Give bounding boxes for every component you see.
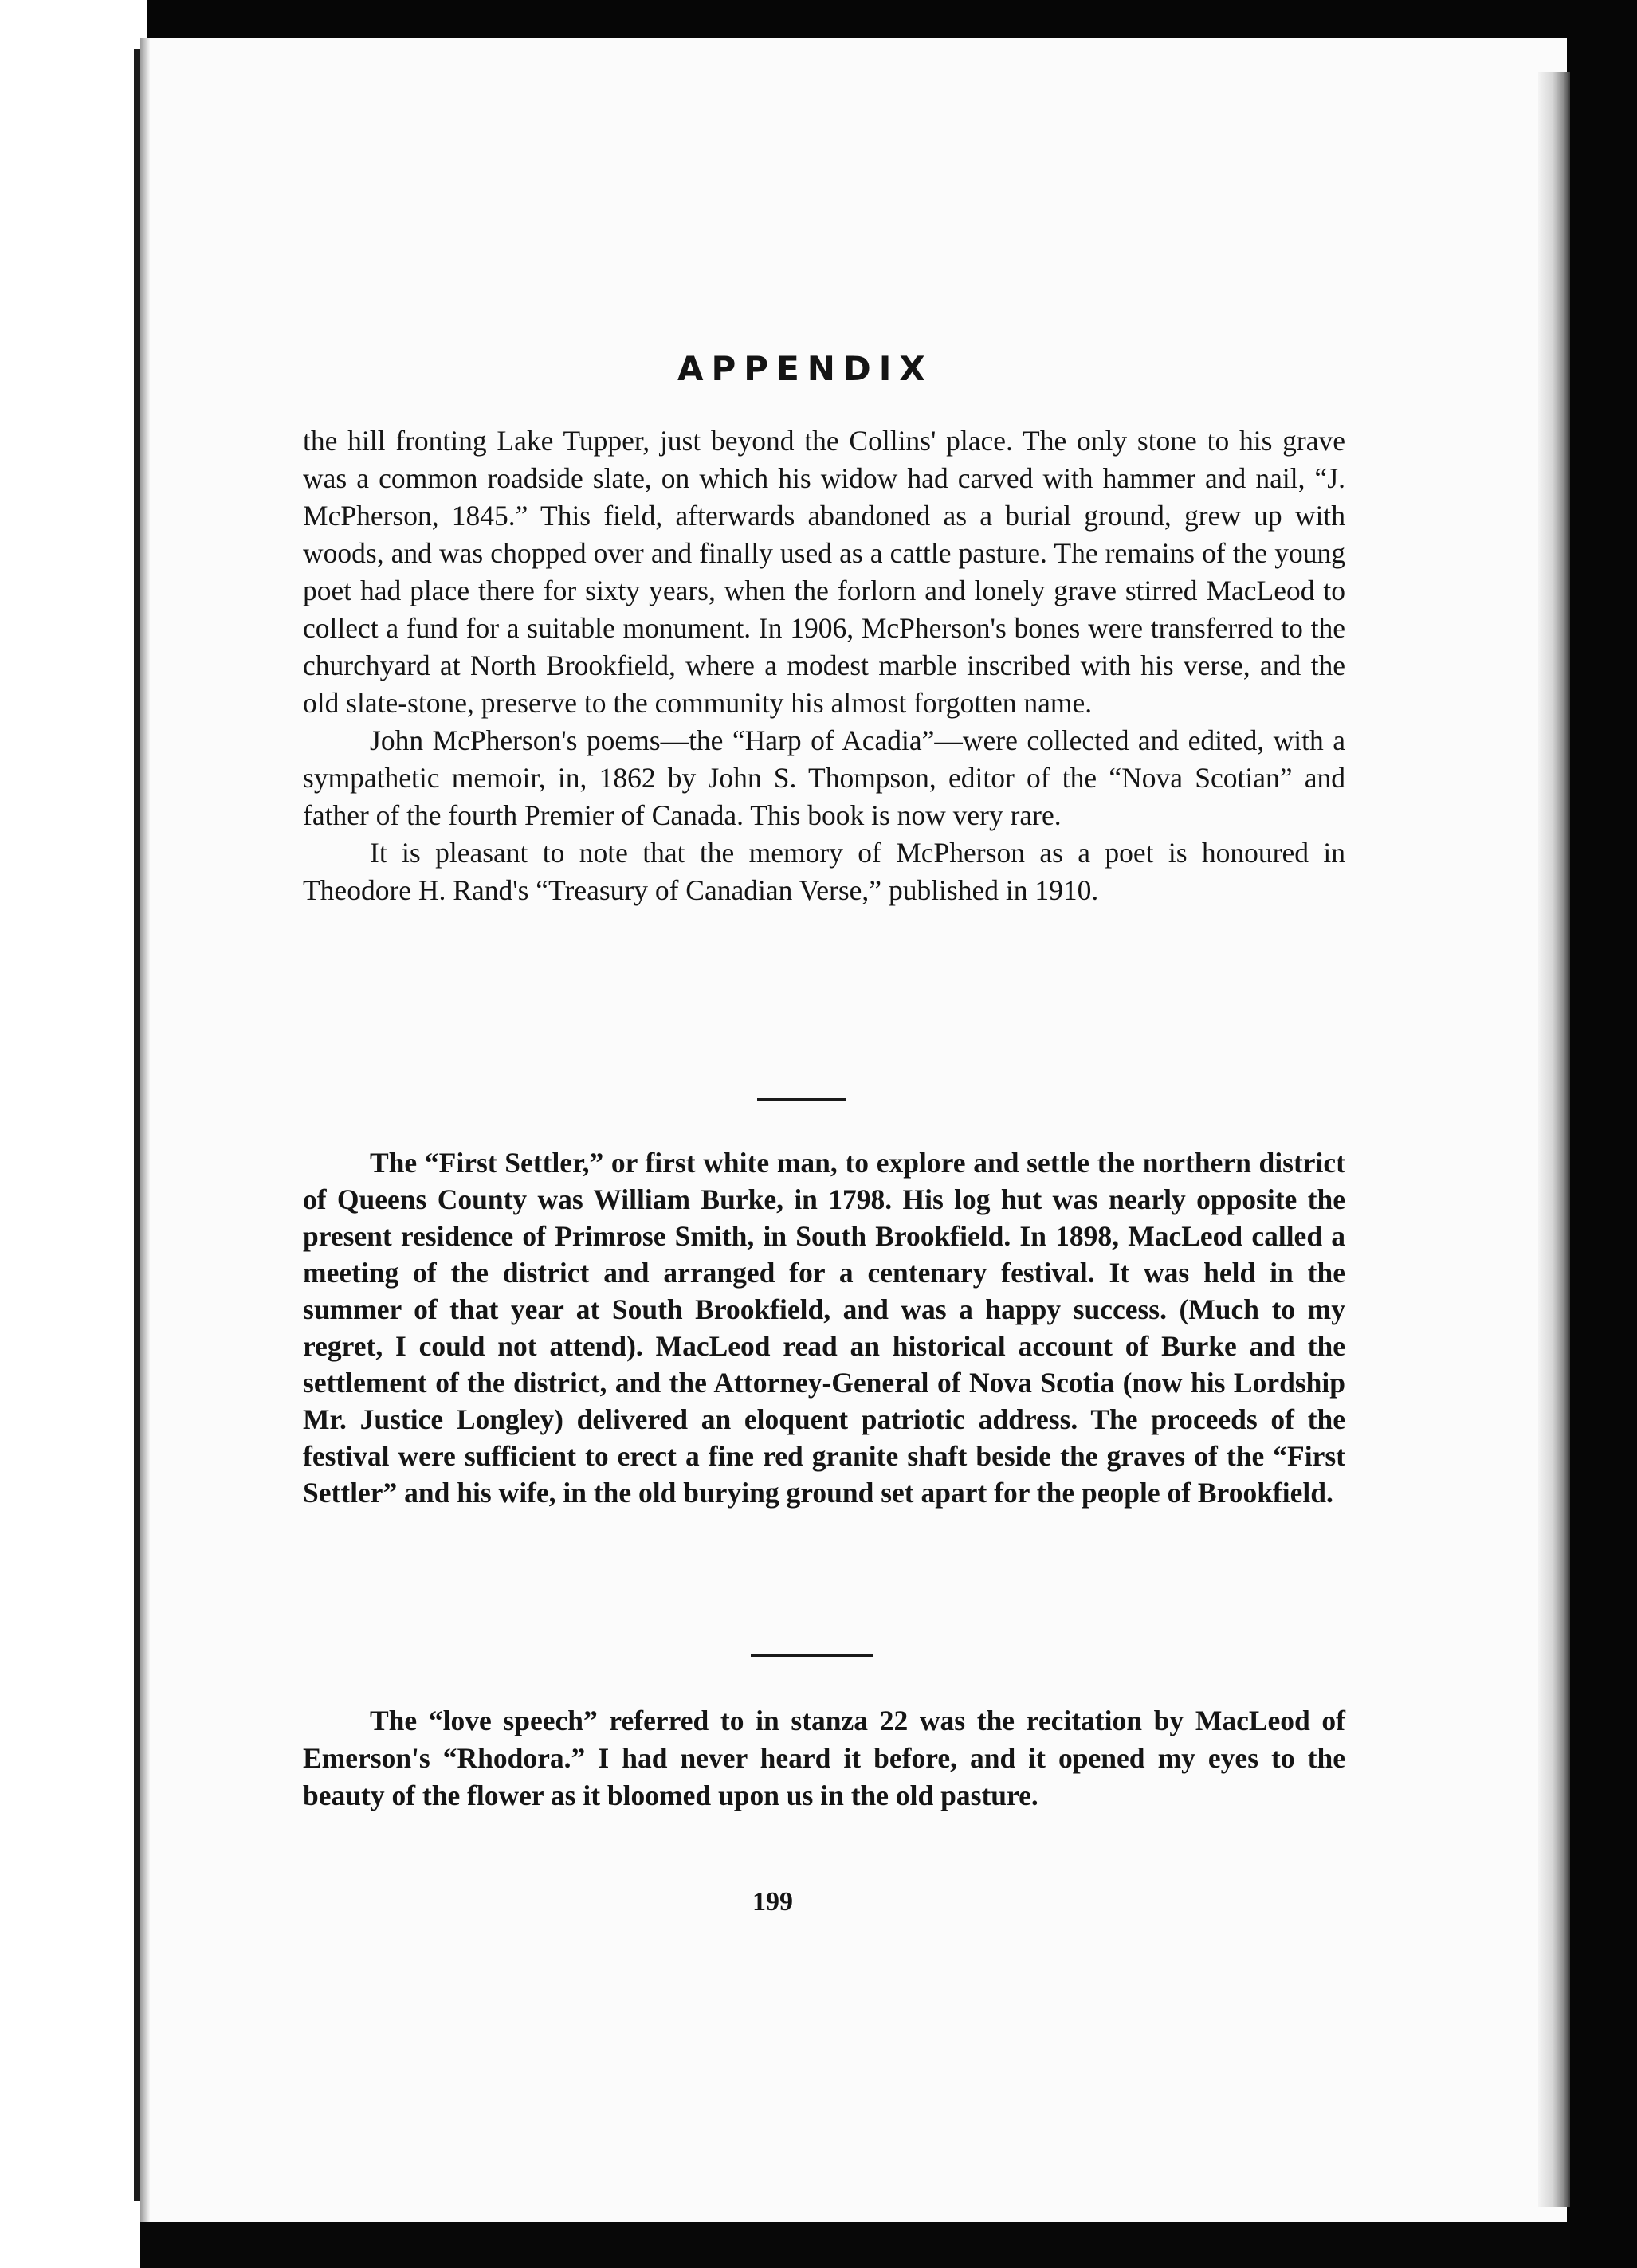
paragraph: The “love speech” referred to in stanza 22 was the recitation by MacLeod of Emerson's “Rhodora.” I had never heard it before, and it opened my eyes to the beauty of the flower as it bloomed upon us in the old pasture. — [303, 1705, 1345, 1811]
running-heading: APPENDIX — [677, 349, 933, 388]
book-gutter-shadow — [134, 49, 140, 2201]
paragraph: John McPherson's poems—the “Harp of Acadia”—were collected and edited, with a sympathetic memoir, in, 1862 by John S. Thompson, editor of the “Nova Scotian” and father of the fourth Premier of Canada. This book is now very rare. — [303, 724, 1345, 831]
paragraph: The “First Settler,” or first white man, to explore and settle the northern district of Queens County was William Burke, in 1798. His log hut was nearly opposite the present residence of Primrose Smith, in South Brookfield. In 1898, MacLeod called a meeting of the district and arranged for a centenary festival. It was held in the summer of that year at South Brookfield, and was a happy success. (Much to my regret, I could not attend). MacLeod read an historical account of Burke and the settlement of the district, and the Attorney-General of Nova Scotia (now his Lordship Mr. Justice Longley) delivered an eloquent patriotic address. The proceeds of the festival were sufficient to erect a fine red granite shaft beside the graves of the “First Settler” and his wife, in the old burying ground set apart for the people of Brookfield. — [303, 1147, 1345, 1509]
appendix-section-first-settler — [303, 1144, 1345, 1511]
section-divider-rule — [757, 1098, 846, 1101]
appendix-section-mcpherson — [303, 422, 1345, 909]
page-right-edge-shadow — [1538, 72, 1570, 2207]
paragraph: the hill fronting Lake Tupper, just beyond the Collins' place. The only stone to his grave was a common roadside slate, on which his widow had carved with hammer and nail, “J. McPherson, 1845.” This field, afterwards abandoned as a burial ground, grew up with woods, and was chopped over and finally used as a cattle pasture. The remains of the young poet had place there for sixty years, when the forlorn and lonely grave stirred MacLeod to collect a fund for a suitable monument. In 1906, McPherson's bones were transferred to the churchyard at North Brookfield, where a modest marble inscribed with his verse, and the old slate-stone, preserve to the community his almost forgotten name. — [303, 425, 1345, 719]
paragraph: It is pleasant to note that the memory of McPherson as a poet is honoured in Theodore H. Rand's “Treasury of Canadian Verse,” published in 1910. — [303, 837, 1345, 906]
page-number: 199 — [752, 1887, 793, 1917]
section-divider-rule — [751, 1654, 873, 1657]
scan-bottom-border — [140, 2222, 1570, 2268]
page-gutter-edge — [140, 38, 150, 2222]
appendix-section-love-speech — [303, 1702, 1345, 1815]
facing-page-margin — [0, 0, 147, 2268]
